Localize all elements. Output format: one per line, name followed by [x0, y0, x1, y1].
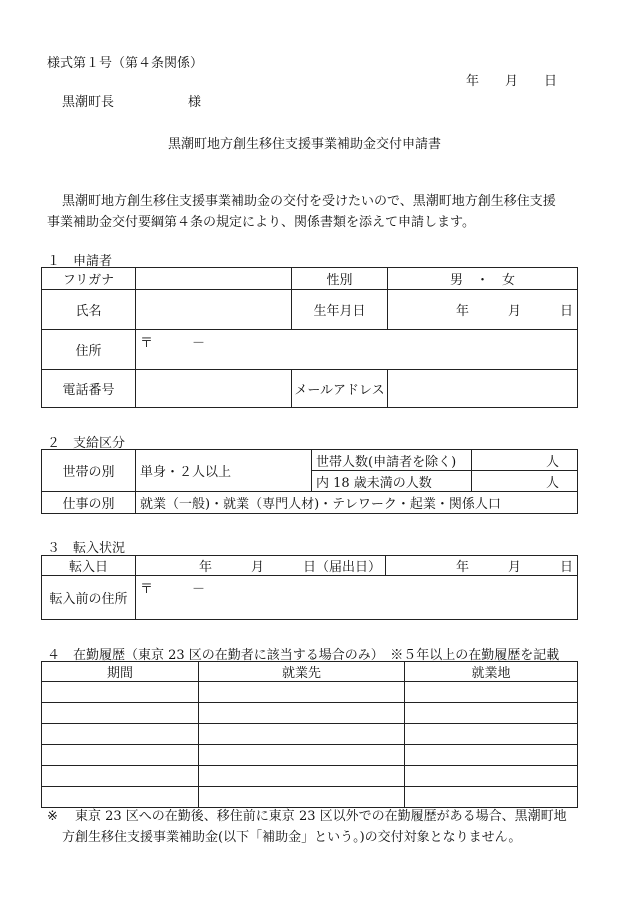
column-header-workplace: 就業地	[405, 662, 578, 682]
minors-count-label: 内 18 歳未満の人数	[312, 471, 472, 492]
birthdate-field[interactable]: 年 月 日	[388, 290, 578, 330]
household-label: 世帯の別	[42, 450, 136, 492]
application-date[interactable]: 年 月 日	[466, 74, 558, 89]
previous-address-label: 転入前の住所	[42, 576, 136, 620]
workplace-cell[interactable]	[405, 703, 578, 724]
table-row	[42, 703, 578, 724]
addressee-name: 黒潮町長	[62, 95, 115, 110]
employer-cell[interactable]	[199, 703, 405, 724]
name-field[interactable]	[136, 290, 292, 330]
period-cell[interactable]	[42, 766, 199, 787]
intro-line-1: 黒潮町地方創生移住支援事業補助金の交付を受けたいので、黒潮町地方創生移住支援	[62, 194, 556, 209]
work-label: 仕事の別	[42, 492, 136, 514]
column-header-employer: 就業先	[199, 662, 405, 682]
employer-cell[interactable]	[199, 766, 405, 787]
email-field[interactable]	[388, 370, 578, 408]
previous-address-field[interactable]: 〒 －	[136, 576, 578, 620]
category-table	[41, 449, 578, 514]
address-field[interactable]: 〒 －	[136, 330, 578, 370]
section-movein-heading: ３ 転入状況	[47, 541, 126, 556]
page-title: 黒潮町地方創生移住支援事業補助金交付申請書	[168, 137, 442, 152]
section-applicant-heading: １ 申請者	[47, 254, 113, 269]
workplace-cell[interactable]	[405, 682, 578, 703]
employment-history-table	[41, 661, 578, 808]
table-row	[42, 745, 578, 766]
column-header-period: 期間	[42, 662, 199, 682]
phone-label: 電話番号	[42, 370, 136, 408]
movein-date-label: 転入日	[42, 556, 136, 576]
table-row	[42, 766, 578, 787]
period-cell[interactable]	[42, 682, 199, 703]
footnote-line-2: 方創生移住支援事業補助金(以下「補助金」という。)の交付対象となりません。	[62, 830, 522, 845]
footnote-mark: ※	[47, 809, 58, 824]
birthdate-label: 生年月日	[292, 290, 388, 330]
table-row	[42, 787, 578, 808]
movein-date-field[interactable]: 年 月 日（届出日）	[136, 556, 386, 576]
household-type[interactable]: 単身・２人以上	[136, 450, 312, 492]
workplace-cell[interactable]	[405, 724, 578, 745]
period-cell[interactable]	[42, 787, 199, 808]
gender-label: 性別	[292, 268, 388, 290]
form-number: 様式第１号（第４条関係）	[47, 56, 204, 71]
applicant-table	[41, 267, 578, 408]
phone-field[interactable]	[136, 370, 292, 408]
household-count-label: 世帯人数(申請者を除く)	[312, 450, 472, 471]
table-row	[42, 682, 578, 703]
period-cell[interactable]	[42, 724, 199, 745]
household-count-field[interactable]: 人	[472, 450, 578, 471]
name-label: 氏名	[42, 290, 136, 330]
footnote-line-1: 東京 23 区への在勤後、移住前に東京 23 区以外での在勤履歴がある場合、黒潮町地	[75, 809, 567, 824]
furigana-field[interactable]	[136, 268, 292, 290]
addressee-honorific: 様	[188, 95, 202, 110]
employer-cell[interactable]	[199, 745, 405, 766]
workplace-cell[interactable]	[405, 766, 578, 787]
intro-line-2: 事業補助金交付要綱第４条の規定により、関係書類を添えて申請します。	[47, 215, 475, 230]
workplace-cell[interactable]	[405, 787, 578, 808]
employer-cell[interactable]	[199, 724, 405, 745]
filing-date-field[interactable]: 年 月 日	[386, 556, 578, 576]
address-label: 住所	[42, 330, 136, 370]
furigana-label: フリガナ	[42, 268, 136, 290]
gender-options[interactable]: 男 ・ 女	[388, 268, 578, 290]
minors-count-field[interactable]: 人	[472, 471, 578, 492]
employer-cell[interactable]	[199, 682, 405, 703]
email-label: メールアドレス	[292, 370, 388, 408]
section-category-heading: ２ 支給区分	[47, 436, 126, 451]
workplace-cell[interactable]	[405, 745, 578, 766]
section-employment-heading: ４ 在勤履歴（東京 23 区の在勤者に該当する場合のみ） ※５年以上の在勤履歴を記載	[47, 648, 560, 663]
movein-table	[41, 555, 578, 620]
employer-cell[interactable]	[199, 787, 405, 808]
table-row	[42, 724, 578, 745]
period-cell[interactable]	[42, 703, 199, 724]
period-cell[interactable]	[42, 745, 199, 766]
work-type[interactable]: 就業（一般)・就業（専門人材)・テレワーク・起業・関係人口	[136, 492, 578, 514]
